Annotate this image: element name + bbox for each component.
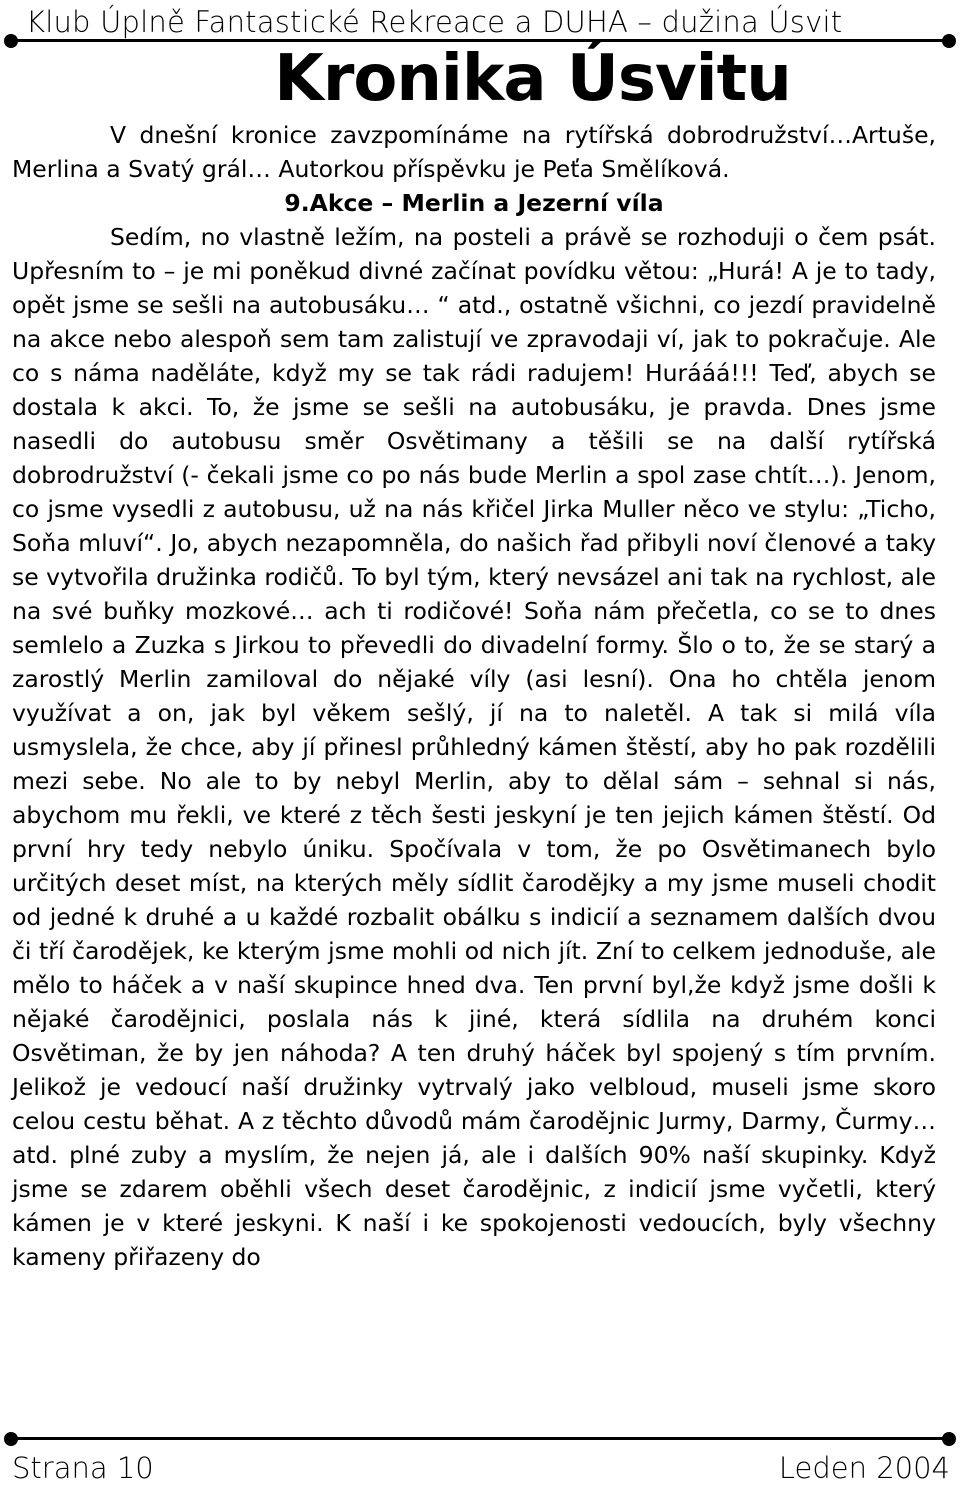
article	[12, 118, 936, 1274]
page-title: Kronika Úsvitu	[274, 42, 791, 116]
footer-rule	[10, 1437, 950, 1440]
intro-paragraph: V dnešní kronice zavzpomínáme na rytířská dobrodružství…Artuše, Merlina a Svatý grál… Autorkou příspěvku je Peťa Smělíková.	[12, 121, 936, 183]
section-heading: 9.Akce – Merlin a Jezerní víla	[284, 189, 664, 217]
footer-date: Leden 2004	[778, 1451, 950, 1485]
header-club-line: Klub Úplně Fantastické Rekreace a DUHA – dužina Úsvit	[26, 5, 843, 39]
footer-page-number: Strana 10	[12, 1451, 154, 1485]
footer-rule-dot-right	[942, 1432, 956, 1446]
body-paragraph: Sedím, no vlastně ležím, na posteli a právě se rozhoduji o čem psát. Upřesním to – je mi poněkud divné začínat povídku větou: „Hurá! A je to tady, opět jsme se sešli na autobusáku… “ atd., ostatně všichni, co jezdí pravidelně na akce nebo alespoň sem tam zalistují ve zpravodaji ví, jak to pokračuje. Ale co s náma naděláte, když my se tak rádi radujem! Hurááá!!! Teď, abych se dostala k akci. To, že jsme se sešli na autobusáku, je pravda. Dnes jsme nasedli do autobusu směr Osvětimany a těšili se na další rytířská dobrodružství (- čekali jsme co po nás bude Merlin a spol zase chtít…). Jenom, co jsme vysedli z autobusu, už na nás křičel Jirka Muller něco ve stylu: „Ticho, Soňa mluví“. Jo, abych nezapomněla, do našich řad přibyli noví členové a taky se vytvořila družinka rodičů. To byl tým, který nevsázel ani tak na rychlost, ale na své buňky mozkové… ach ti rodičové! Soňa nám přečetla, co se to dnes semlelo a Zuzka s Jirkou to převedli do divadelní formy. Šlo o to, že se starý a zarostlý Merlin zamiloval do nějaké víly (asi lesní). Ona ho chtěla jenom využívat a on, jak byl věkem sešlý, jí na to naletěl. A tak si milá víla usmyslela, že chce, aby jí přinesl průhledný kámen štěstí, aby ho pak rozdělili mezi sebe. No ale to by nebyl Merlin, aby to dělal sám – sehnal si nás, abychom mu řekli, ve které z těch šesti jeskyní je ten jejich kámen štěstí. Od první hry tedy nebylo úniku. Spočívala v tom, že po Osvětimanech bylo určitých deset míst, na kterých měly sídlit čarodějky a my jsme museli chodit od jedné k druhé a u každé rozbalit obálku s indicií a seznamem dalších dvou či tří čarodějek, ke kterým jsme mohli od nich jít. Zní to celkem jednoduše, ale mělo to háček a v naší skupince hned dva. Ten první byl,že když jsme došli k nějaké čarodějnici, poslala nás k jiné, která sídlila na druhém konci Osvětiman, že by jen náhoda? A ten druhý háček byl spojený s tím prvním. Jelikož je vedoucí naší družinky vytrvalý jako velbloud, museli jsme skoro celou cestu běhat. A z těchto důvodů mám čarodějnic Jurmy, Darmy, Čurmy…atd. plné zuby a myslím, že nejen já, ale i dalších 90% naší skupinky. Když jsme se zdarem oběhli všech deset čarodějnic, z indicií jsme vyčetli, který kámen je v které jeskyni. K naší i ke spokojenosti vedoucích, byly všechny kameny přiřazeny do	[12, 223, 936, 1271]
